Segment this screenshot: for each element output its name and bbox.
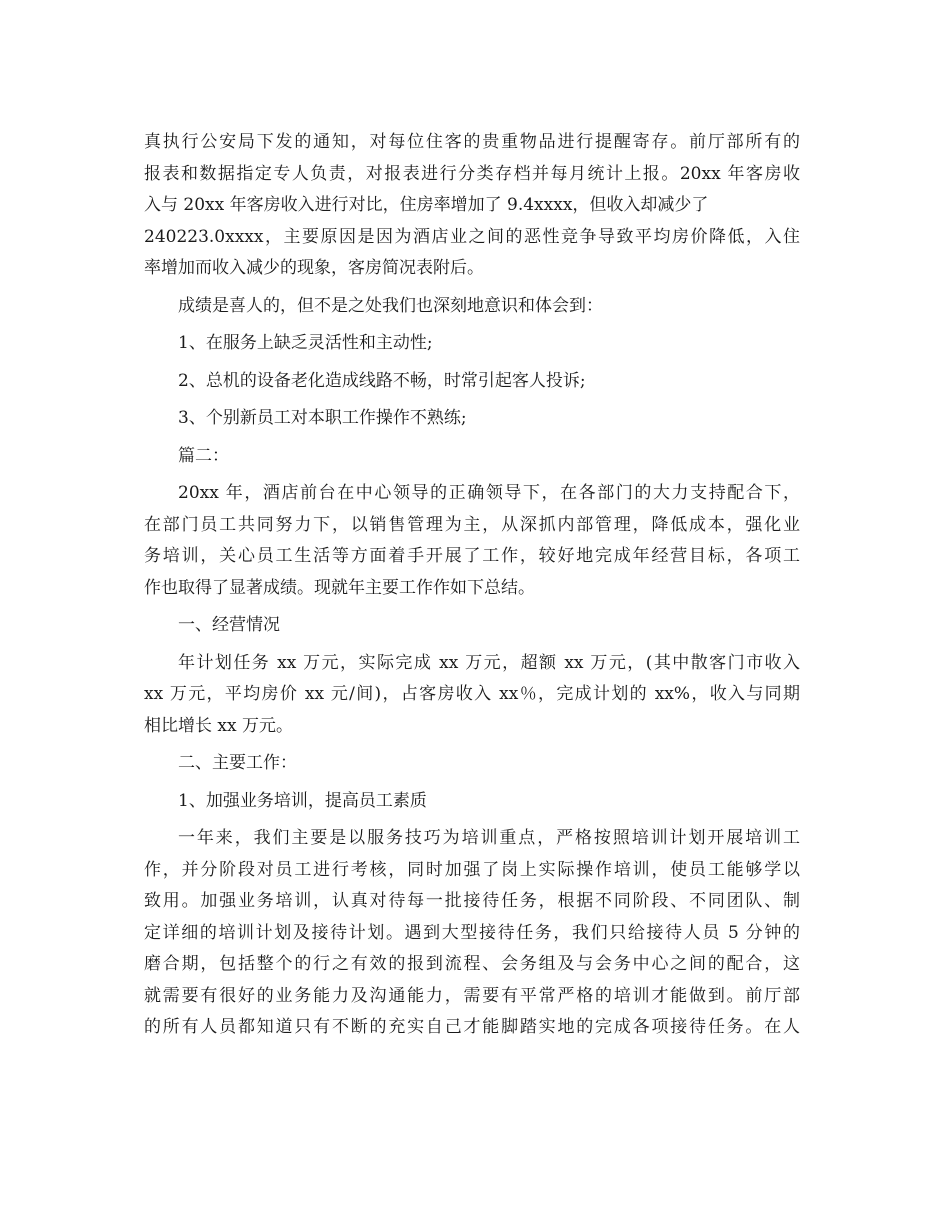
text-line: 相比增长 xx 万元。 bbox=[144, 715, 293, 736]
paragraph-room-revenue bbox=[144, 127, 800, 285]
section-heading-main-work: 二、主要工作： bbox=[178, 753, 297, 773]
text-line: 20xx 年，酒店前台在中心领导的正确领导下，在各部门的大力支持配合下， bbox=[178, 483, 800, 503]
list-item-3: 3、个别新员工对本职工作操作不熟练; bbox=[178, 408, 467, 428]
text-line: 的所有人员都知道只有不断的充实自己才能脚踏实地的完成各项接待任务。在人 bbox=[144, 1017, 800, 1037]
subheading-training: 1、加强业务培训，提高员工素质 bbox=[178, 790, 427, 811]
section-heading-operations: 一、经营情况 bbox=[178, 615, 280, 635]
text-line: 在部门员工共同努力下，以销售管理为主，从深抓内部管理，降低成本，强化业 bbox=[144, 514, 800, 535]
list-item-2: 2、总机的设备老化造成线路不畅，时常引起客人投诉; bbox=[178, 370, 586, 391]
section-heading-part-two: 篇二： bbox=[178, 445, 229, 466]
text-line: 务培训，关心员工生活等方面着手开展了工作，较好地完成年经营目标，各项工 bbox=[144, 546, 800, 566]
list-item-1: 1、在服务上缺乏灵活性和主动性; bbox=[178, 333, 433, 353]
text-line: 240223.0xxxx，主要原因是因为酒店业之间的恶性竞争导致平均房价降低，入住 bbox=[144, 226, 800, 247]
text-line: 作，并分阶段对员工进行考核，同时加强了岗上实际操作培训，使员工能够学以 bbox=[144, 859, 800, 880]
text-line: 致用。加强业务培训，认真对待每一批接待任务，根据不同阶段、不同团队、制 bbox=[144, 891, 800, 911]
paragraph-training-details bbox=[144, 823, 800, 1044]
paragraph-shortcomings-intro: 成绩是喜人的，但不是之处我们也深刻地意识和体会到： bbox=[178, 295, 603, 316]
paragraph-annual-overview bbox=[144, 478, 800, 604]
text-line: 定详细的培训计划及接待计划。遇到大型接待任务，我们只给接待人员 5 分钟的 bbox=[144, 922, 800, 943]
text-line: 年计划任务 xx 万元，实际完成 xx 万元，超额 xx 万元，(其中散客门市收入 bbox=[178, 652, 800, 673]
text-line: 磨合期，包括整个的行之有效的报到流程、会务组及与会务中心之间的配合，这 bbox=[144, 954, 800, 974]
paragraph-operations-figures bbox=[144, 648, 800, 743]
text-line: 报表和数据指定专人负责，对报表进行分类存档并每月统计上报。20xx 年客房收 bbox=[144, 163, 800, 184]
text-line: 入与 20xx 年客房收入进行对比，住房率增加了 9.4xxxx，但收入却减少了 bbox=[144, 195, 709, 215]
text-line: 率增加而收入减少的现象，客房简况表附后。 bbox=[144, 258, 484, 278]
text-line: 一年来，我们主要是以服务技巧为培训重点，严格按照培训计划开展培训工 bbox=[178, 828, 800, 848]
text-line: xx 万元，平均房价 xx 元/间)，占客房收入 xx％，完成计划的 xx%，收入与同期 bbox=[144, 684, 800, 704]
text-line: 就需要有很好的业务能力及沟通能力，需要有平常严格的培训才能做到。前厅部 bbox=[144, 985, 800, 1006]
text-line: 作也取得了显著成绩。现就年主要工作作如下总结。 bbox=[144, 577, 535, 598]
text-line: 真执行公安局下发的通知，对每位住客的贵重物品进行提醒寄存。前厅部所有的 bbox=[144, 132, 800, 152]
document-page bbox=[144, 127, 800, 1044]
